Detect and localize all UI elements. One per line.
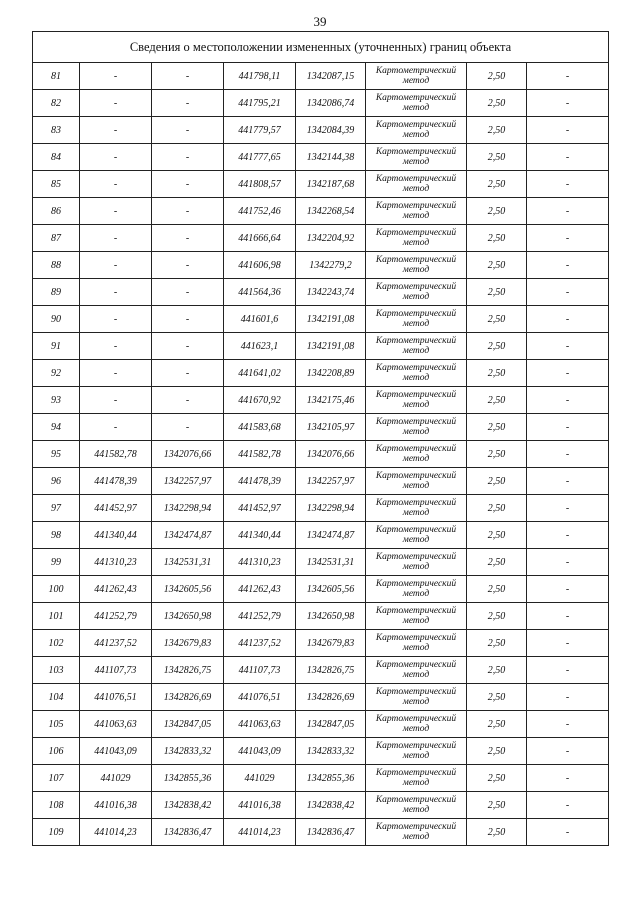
new-y-cell: 1342243,74 [296,279,366,306]
method-cell: Картометрический метод [366,819,467,846]
new-y-cell: 1342087,15 [296,63,366,90]
new-y-cell: 1342084,39 [296,117,366,144]
point-number-cell: 105 [33,711,80,738]
old-x-cell: - [80,306,152,333]
point-number-cell: 100 [33,576,80,603]
point-number-cell: 95 [33,441,80,468]
new-y-cell: 1342086,74 [296,90,366,117]
method-cell: Картометрический метод [366,360,467,387]
description-cell: - [527,468,609,495]
description-cell: - [527,117,609,144]
table-row [33,711,609,738]
old-x-cell: - [80,360,152,387]
description-cell: - [527,198,609,225]
description-cell: - [527,144,609,171]
table-row [33,360,609,387]
method-cell: Картометрический метод [366,117,467,144]
table-row [33,171,609,198]
new-x-cell: 441752,46 [224,198,296,225]
accuracy-cell: 2,50 [467,171,527,198]
new-y-cell: 1342836,47 [296,819,366,846]
method-cell: Картометрический метод [366,414,467,441]
old-x-cell: 441310,23 [80,549,152,576]
description-cell: - [527,441,609,468]
old-y-cell: 1342855,36 [152,765,224,792]
method-cell: Картометрический метод [366,225,467,252]
new-y-cell: 1342826,75 [296,657,366,684]
table-row [33,657,609,684]
new-x-cell: 441779,57 [224,117,296,144]
description-cell: - [527,657,609,684]
old-y-cell: - [152,414,224,441]
point-number-cell: 82 [33,90,80,117]
description-cell: - [527,225,609,252]
accuracy-cell: 2,50 [467,765,527,792]
old-x-cell: 441237,52 [80,630,152,657]
method-cell: Картометрический метод [366,252,467,279]
old-x-cell: 441582,78 [80,441,152,468]
new-x-cell: 441063,63 [224,711,296,738]
old-x-cell: - [80,63,152,90]
point-number-cell: 88 [33,252,80,279]
method-cell: Картометрический метод [366,279,467,306]
old-y-cell: 1342826,69 [152,684,224,711]
description-cell: - [527,630,609,657]
new-x-cell: 441252,79 [224,603,296,630]
old-x-cell: - [80,279,152,306]
new-y-cell: 1342191,08 [296,333,366,360]
new-x-cell: 441601,6 [224,306,296,333]
description-cell: - [527,495,609,522]
page-number: 39 [313,14,327,29]
new-y-cell: 1342076,66 [296,441,366,468]
old-x-cell: 441478,39 [80,468,152,495]
old-y-cell: - [152,306,224,333]
point-number-cell: 97 [33,495,80,522]
new-y-cell: 1342833,32 [296,738,366,765]
old-y-cell: 1342076,66 [152,441,224,468]
old-y-cell: 1342605,56 [152,576,224,603]
method-cell: Картометрический метод [366,387,467,414]
old-x-cell: 441107,73 [80,657,152,684]
method-cell: Картометрический метод [366,333,467,360]
accuracy-cell: 2,50 [467,630,527,657]
new-x-cell: 441340,44 [224,522,296,549]
old-y-cell: 1342679,83 [152,630,224,657]
old-x-cell: - [80,387,152,414]
old-y-cell: - [152,144,224,171]
table-row [33,252,609,279]
old-x-cell: - [80,117,152,144]
new-x-cell: 441478,39 [224,468,296,495]
new-x-cell: 441606,98 [224,252,296,279]
old-y-cell: - [152,225,224,252]
point-number-cell: 101 [33,603,80,630]
point-number-cell: 87 [33,225,80,252]
accuracy-cell: 2,50 [467,414,527,441]
new-y-cell: 1342298,94 [296,495,366,522]
new-y-cell: 1342208,89 [296,360,366,387]
new-y-cell: 1342204,92 [296,225,366,252]
accuracy-cell: 2,50 [467,657,527,684]
new-x-cell: 441107,73 [224,657,296,684]
method-cell: Картометрический метод [366,90,467,117]
new-y-cell: 1342531,31 [296,549,366,576]
method-cell: Картометрический метод [366,684,467,711]
old-x-cell: - [80,333,152,360]
old-y-cell: 1342650,98 [152,603,224,630]
accuracy-cell: 2,50 [467,792,527,819]
description-cell: - [527,819,609,846]
table-row [33,144,609,171]
accuracy-cell: 2,50 [467,117,527,144]
old-x-cell: 441016,38 [80,792,152,819]
old-y-cell: - [152,279,224,306]
accuracy-cell: 2,50 [467,819,527,846]
point-number-cell: 81 [33,63,80,90]
method-cell: Картометрический метод [366,198,467,225]
old-x-cell: 441076,51 [80,684,152,711]
table-row [33,225,609,252]
old-y-cell: 1342257,97 [152,468,224,495]
table-row [33,522,609,549]
new-x-cell: 441798,11 [224,63,296,90]
new-x-cell: 441076,51 [224,684,296,711]
new-y-cell: 1342855,36 [296,765,366,792]
point-number-cell: 89 [33,279,80,306]
accuracy-cell: 2,50 [467,738,527,765]
old-y-cell: - [152,198,224,225]
method-cell: Картометрический метод [366,549,467,576]
accuracy-cell: 2,50 [467,306,527,333]
table-row [33,549,609,576]
new-x-cell: 441666,64 [224,225,296,252]
new-y-cell: 1342605,56 [296,576,366,603]
new-y-cell: 1342144,38 [296,144,366,171]
description-cell: - [527,279,609,306]
table-row [33,792,609,819]
method-cell: Картометрический метод [366,144,467,171]
table-row [33,819,609,846]
method-cell: Картометрический метод [366,603,467,630]
method-cell: Картометрический метод [366,495,467,522]
description-cell: - [527,387,609,414]
accuracy-cell: 2,50 [467,252,527,279]
description-cell: - [527,414,609,441]
method-cell: Картометрический метод [366,630,467,657]
method-cell: Картометрический метод [366,468,467,495]
new-y-cell: 1342268,54 [296,198,366,225]
table-row [33,684,609,711]
old-x-cell: - [80,198,152,225]
point-number-cell: 104 [33,684,80,711]
table-title: Сведения о местоположении измененных (уточненных) границ объекта [33,32,609,63]
old-x-cell: 441029 [80,765,152,792]
point-number-cell: 103 [33,657,80,684]
new-x-cell: 441029 [224,765,296,792]
table-row [33,279,609,306]
new-y-cell: 1342679,83 [296,630,366,657]
new-x-cell: 441582,78 [224,441,296,468]
table-row [33,333,609,360]
point-number-cell: 91 [33,333,80,360]
old-y-cell: 1342531,31 [152,549,224,576]
new-x-cell: 441310,23 [224,549,296,576]
point-number-cell: 106 [33,738,80,765]
new-x-cell: 441564,36 [224,279,296,306]
accuracy-cell: 2,50 [467,279,527,306]
boundary-coordinates-table [32,31,609,846]
method-cell: Картометрический метод [366,63,467,90]
new-x-cell: 441043,09 [224,738,296,765]
description-cell: - [527,792,609,819]
table-row [33,63,609,90]
accuracy-cell: 2,50 [467,549,527,576]
table-row [33,414,609,441]
old-y-cell: 1342847,05 [152,711,224,738]
old-y-cell: - [152,90,224,117]
method-cell: Картометрический метод [366,765,467,792]
description-cell: - [527,306,609,333]
description-cell: - [527,738,609,765]
description-cell: - [527,522,609,549]
table-row [33,90,609,117]
new-y-cell: 1342650,98 [296,603,366,630]
table-row [33,495,609,522]
accuracy-cell: 2,50 [467,576,527,603]
old-x-cell: 441043,09 [80,738,152,765]
new-x-cell: 441016,38 [224,792,296,819]
description-cell: - [527,711,609,738]
new-x-cell: 441262,43 [224,576,296,603]
accuracy-cell: 2,50 [467,198,527,225]
new-y-cell: 1342191,08 [296,306,366,333]
point-number-cell: 109 [33,819,80,846]
old-y-cell: - [152,63,224,90]
new-x-cell: 441670,92 [224,387,296,414]
accuracy-cell: 2,50 [467,603,527,630]
table-row [33,738,609,765]
new-y-cell: 1342257,97 [296,468,366,495]
table-row [33,306,609,333]
old-y-cell: - [152,333,224,360]
accuracy-cell: 2,50 [467,441,527,468]
description-cell: - [527,684,609,711]
method-cell: Картометрический метод [366,306,467,333]
accuracy-cell: 2,50 [467,522,527,549]
old-y-cell: - [152,252,224,279]
point-number-cell: 90 [33,306,80,333]
accuracy-cell: 2,50 [467,90,527,117]
point-number-cell: 84 [33,144,80,171]
accuracy-cell: 2,50 [467,495,527,522]
accuracy-cell: 2,50 [467,711,527,738]
accuracy-cell: 2,50 [467,225,527,252]
table-row [33,441,609,468]
old-y-cell: 1342826,75 [152,657,224,684]
old-x-cell: 441014,23 [80,819,152,846]
old-x-cell: 441452,97 [80,495,152,522]
description-cell: - [527,549,609,576]
method-cell: Картометрический метод [366,711,467,738]
point-number-cell: 102 [33,630,80,657]
accuracy-cell: 2,50 [467,63,527,90]
point-number-cell: 107 [33,765,80,792]
old-y-cell: - [152,387,224,414]
description-cell: - [527,90,609,117]
table-row [33,117,609,144]
new-x-cell: 441623,1 [224,333,296,360]
point-number-cell: 86 [33,198,80,225]
method-cell: Картометрический метод [366,738,467,765]
description-cell: - [527,765,609,792]
new-x-cell: 441777,65 [224,144,296,171]
old-x-cell: 441063,63 [80,711,152,738]
point-number-cell: 94 [33,414,80,441]
new-x-cell: 441795,21 [224,90,296,117]
old-y-cell: 1342838,42 [152,792,224,819]
new-x-cell: 441808,57 [224,171,296,198]
table-row [33,603,609,630]
method-cell: Картометрический метод [366,441,467,468]
old-x-cell: 441252,79 [80,603,152,630]
old-y-cell: 1342298,94 [152,495,224,522]
table-row [33,576,609,603]
new-y-cell: 1342838,42 [296,792,366,819]
old-y-cell: - [152,117,224,144]
new-x-cell: 441237,52 [224,630,296,657]
method-cell: Картометрический метод [366,171,467,198]
description-cell: - [527,603,609,630]
table-row [33,198,609,225]
new-y-cell: 1342279,2 [296,252,366,279]
accuracy-cell: 2,50 [467,684,527,711]
description-cell: - [527,576,609,603]
description-cell: - [527,252,609,279]
old-x-cell: - [80,414,152,441]
table-body [33,63,609,846]
table-row [33,468,609,495]
point-number-cell: 96 [33,468,80,495]
description-cell: - [527,63,609,90]
old-x-cell: - [80,225,152,252]
table-row [33,630,609,657]
point-number-cell: 108 [33,792,80,819]
old-x-cell: - [80,171,152,198]
new-y-cell: 1342187,68 [296,171,366,198]
description-cell: - [527,171,609,198]
new-x-cell: 441583,68 [224,414,296,441]
old-y-cell: 1342833,32 [152,738,224,765]
new-x-cell: 441452,97 [224,495,296,522]
accuracy-cell: 2,50 [467,468,527,495]
accuracy-cell: 2,50 [467,387,527,414]
old-x-cell: - [80,144,152,171]
description-cell: - [527,333,609,360]
new-y-cell: 1342105,97 [296,414,366,441]
old-x-cell: 441262,43 [80,576,152,603]
point-number-cell: 83 [33,117,80,144]
method-cell: Картометрический метод [366,522,467,549]
new-x-cell: 441641,02 [224,360,296,387]
point-number-cell: 99 [33,549,80,576]
accuracy-cell: 2,50 [467,360,527,387]
new-y-cell: 1342175,46 [296,387,366,414]
new-y-cell: 1342474,87 [296,522,366,549]
method-cell: Картометрический метод [366,657,467,684]
accuracy-cell: 2,50 [467,333,527,360]
method-cell: Картометрический метод [366,576,467,603]
accuracy-cell: 2,50 [467,144,527,171]
old-y-cell: 1342836,47 [152,819,224,846]
new-y-cell: 1342847,05 [296,711,366,738]
old-x-cell: - [80,252,152,279]
old-y-cell: - [152,360,224,387]
point-number-cell: 93 [33,387,80,414]
old-x-cell: - [80,90,152,117]
description-cell: - [527,360,609,387]
point-number-cell: 85 [33,171,80,198]
point-number-cell: 98 [33,522,80,549]
point-number-cell: 92 [33,360,80,387]
method-cell: Картометрический метод [366,792,467,819]
old-y-cell: - [152,171,224,198]
new-x-cell: 441014,23 [224,819,296,846]
table-row [33,387,609,414]
table-row [33,765,609,792]
old-y-cell: 1342474,87 [152,522,224,549]
old-x-cell: 441340,44 [80,522,152,549]
new-y-cell: 1342826,69 [296,684,366,711]
